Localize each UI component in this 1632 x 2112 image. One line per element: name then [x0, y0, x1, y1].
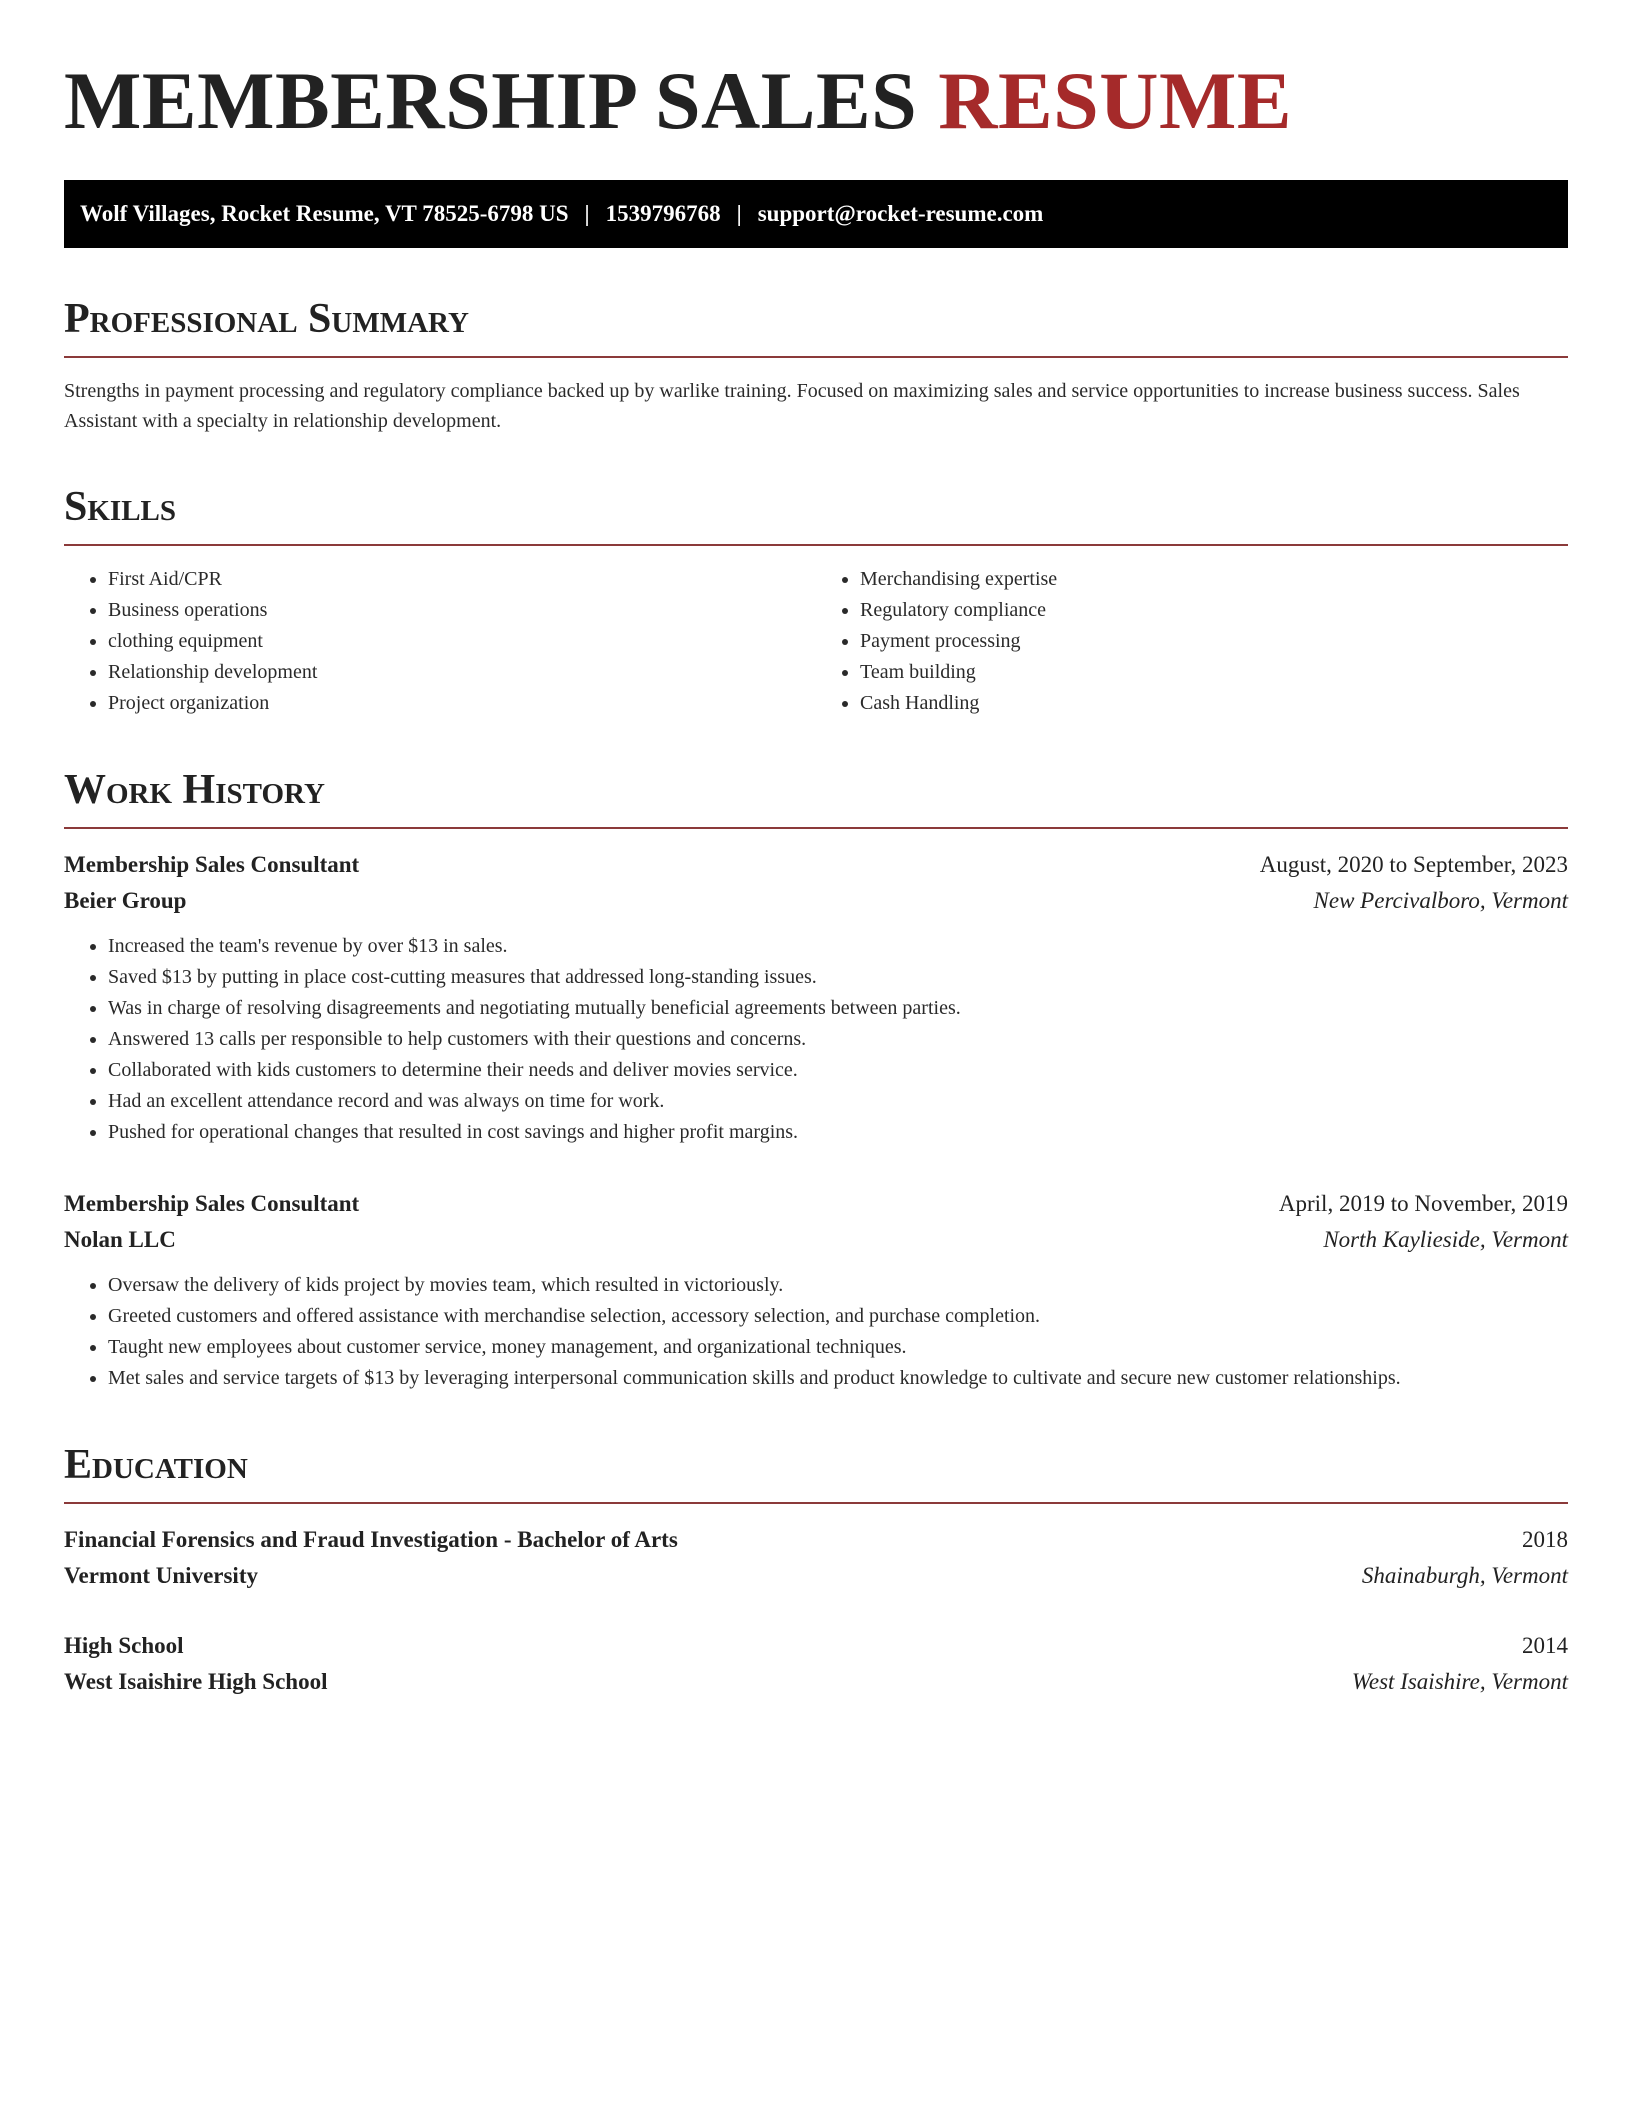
- summary-text: Strengths in payment processing and regulatory compliance backed up by warlike training. Focused on maximizing sales and service opportunities to increase business success. Sales Assistant with a specialty in relationship development.: [64, 380, 1520, 433]
- title-main: MEMBERSHIP SALES: [64, 55, 939, 146]
- skill-item: • Project organization: [108, 688, 816, 719]
- education-degree-row: [64, 1522, 1568, 1558]
- education-entry: [64, 1628, 1568, 1700]
- job-location: New Percivalboro, Vermont: [1313, 888, 1568, 914]
- skill-item: • Merchandising expertise: [860, 564, 1568, 595]
- job-bullet: • Oversaw the delivery of kids project by movies team, which resulted in victoriously.: [108, 1270, 1568, 1301]
- job-title-row: [64, 1186, 1568, 1222]
- skill-item: • Regulatory compliance: [860, 595, 1568, 626]
- skills-right-list: [816, 564, 1568, 719]
- education-degree: Financial Forensics and Fraud Investigation - Bachelor of Arts: [64, 1527, 678, 1553]
- contact-separator: |: [584, 201, 590, 227]
- summary-heading: Professional Summary: [64, 298, 1568, 358]
- education-year: 2018: [1522, 1527, 1568, 1553]
- education-heading: Education: [64, 1444, 1568, 1504]
- skill-item: • First Aid/CPR: [108, 564, 816, 595]
- resume-title: [64, 52, 1568, 150]
- education-degree: High School: [64, 1633, 184, 1659]
- job-bullet: • Greeted customers and offered assistance with merchandise selection, accessory selection, and purchase completion.: [108, 1301, 1568, 1332]
- skill-item: • Relationship development: [108, 657, 816, 688]
- job-bullets: [64, 931, 1568, 1148]
- education-school: Vermont University: [64, 1563, 258, 1589]
- job-bullet: • Met sales and service targets of $13 by leveraging interpersonal communication skills and product knowledge to cultivate and secure new customer relationships.: [108, 1363, 1568, 1394]
- job-location: North Kaylieside, Vermont: [1323, 1227, 1568, 1253]
- contact-separator: |: [736, 201, 742, 227]
- skill-item: • Business operations: [108, 595, 816, 626]
- skills-left-list: [64, 564, 816, 719]
- job-entry: [64, 1186, 1568, 1394]
- education-entry: [64, 1522, 1568, 1594]
- contact-email[interactable]: support@rocket-resume.com: [757, 201, 1044, 227]
- job-bullet: • Saved $13 by putting in place cost-cutting measures that addressed long-standing issues.: [108, 962, 1568, 993]
- work-section: [64, 769, 1568, 1394]
- skill-item: • Payment processing: [860, 626, 1568, 657]
- job-dates: August, 2020 to September, 2023: [1259, 852, 1568, 878]
- job-company-row: [64, 883, 1568, 919]
- work-heading: Work History: [64, 769, 1568, 829]
- education-location: West Isaishire, Vermont: [1351, 1669, 1568, 1695]
- job-bullet: • Answered 13 calls per responsible to help customers with their questions and concerns.: [108, 1024, 1568, 1055]
- job-company: Nolan LLC: [64, 1227, 176, 1253]
- education-section: [64, 1444, 1568, 1700]
- job-entry: [64, 847, 1568, 1148]
- job-bullet: • Was in charge of resolving disagreements and negotiating mutually beneficial agreements between parties.: [108, 993, 1568, 1024]
- job-bullet: • Taught new employees about customer service, money management, and organizational techniques.: [108, 1332, 1568, 1363]
- job-title-row: [64, 847, 1568, 883]
- education-school: West Isaishire High School: [64, 1669, 328, 1695]
- job-dates: April, 2019 to November, 2019: [1278, 1191, 1568, 1217]
- job-title: Membership Sales Consultant: [64, 852, 360, 878]
- job-bullet: • Pushed for operational changes that resulted in cost savings and higher profit margins.: [108, 1117, 1568, 1148]
- job-bullet: • Collaborated with kids customers to determine their needs and deliver movies service.: [108, 1055, 1568, 1086]
- skill-item: • Cash Handling: [860, 688, 1568, 719]
- skills-section: [64, 486, 1568, 719]
- job-bullet: • Increased the team's revenue by over $13 in sales.: [108, 931, 1568, 962]
- education-school-row: [64, 1558, 1568, 1594]
- job-company-row: [64, 1222, 1568, 1258]
- job-bullets: [64, 1270, 1568, 1394]
- job-title: Membership Sales Consultant: [64, 1191, 360, 1217]
- education-degree-row: [64, 1628, 1568, 1664]
- education-school-row: [64, 1664, 1568, 1700]
- job-bullet: • Had an excellent attendance record and was always on time for work.: [108, 1086, 1568, 1117]
- skill-item: • Team building: [860, 657, 1568, 688]
- skills-heading: Skills: [64, 486, 1568, 546]
- skill-item: • clothing equipment: [108, 626, 816, 657]
- education-year: 2014: [1522, 1633, 1568, 1659]
- contact-phone: 1539796768: [605, 201, 721, 227]
- skills-columns: [64, 564, 1568, 719]
- summary-section: [64, 298, 1568, 436]
- contact-address: Wolf Villages, Rocket Resume, VT 78525-6798 US: [80, 201, 569, 227]
- title-accent: RESUME: [938, 55, 1293, 146]
- contact-bar: [64, 180, 1568, 248]
- job-company: Beier Group: [64, 888, 187, 914]
- education-location: Shainaburgh, Vermont: [1361, 1563, 1568, 1589]
